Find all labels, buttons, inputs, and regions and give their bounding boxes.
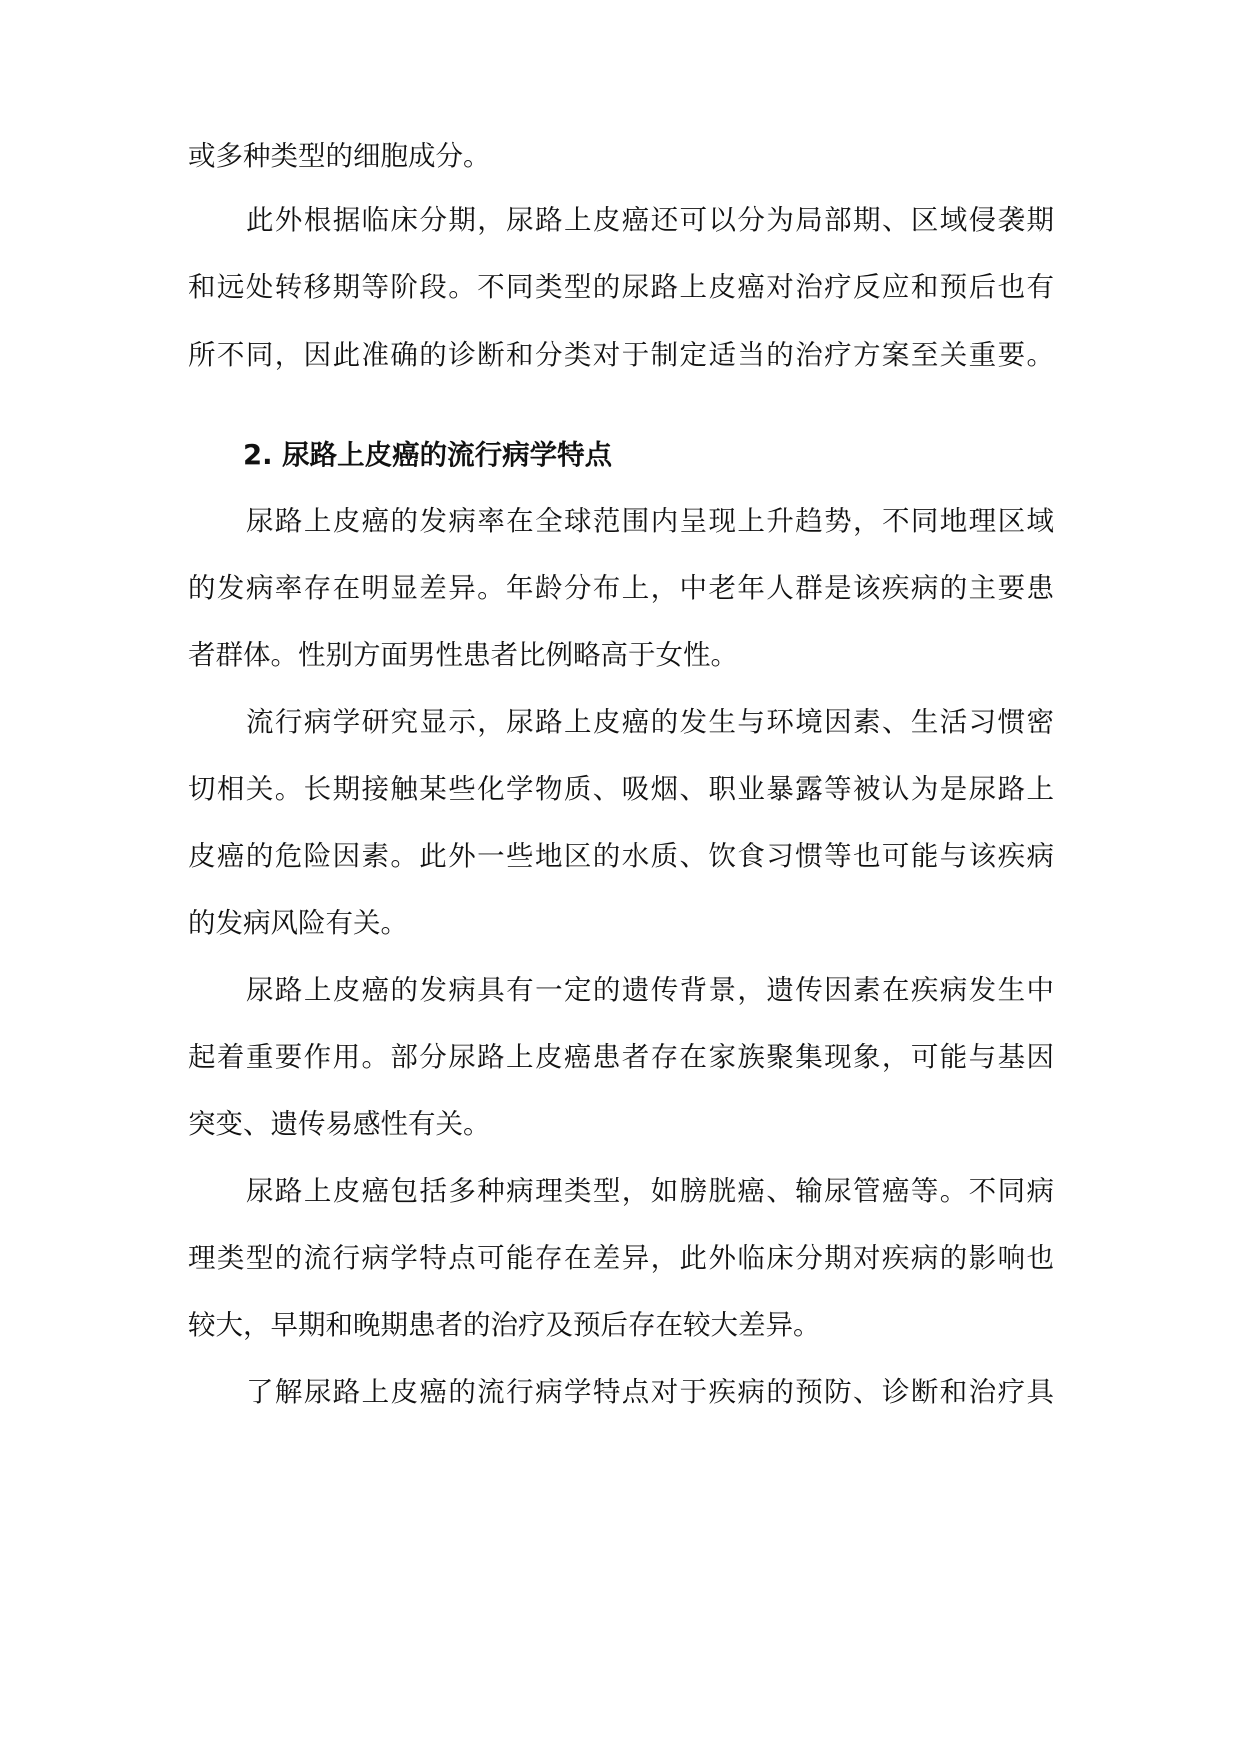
paragraph-line: 的发病风险有关。 [188,907,408,939]
paragraph-line: 切相关。长期接触某些化学物质、吸烟、职业暴露等被认为是尿路上 [188,773,1054,805]
paragraph-line: 尿路上皮癌的发病率在全球范围内呈现上升趋势，不同地理区域 [246,505,1054,537]
paragraph-line: 较大，早期和晚期患者的治疗及预后存在较大差异。 [188,1309,821,1341]
paragraph-line: 流行病学研究显示，尿路上皮癌的发生与环境因素、生活习惯密 [246,706,1054,738]
paragraph-line: 起着重要作用。部分尿路上皮癌患者存在家族聚集现象，可能与基因 [188,1041,1054,1073]
section-heading: 2. 尿路上皮癌的流行病学特点 [243,439,613,471]
paragraph-line: 或多种类型的细胞成分。 [188,140,491,172]
paragraph-line: 所不同，因此准确的诊断和分类对于制定适当的治疗方案至关重要。 [188,339,1054,371]
paragraph-line: 尿路上皮癌的发病具有一定的遗传背景，遗传因素在疾病发生中 [246,974,1054,1006]
paragraph-line: 皮癌的危险因素。此外一些地区的水质、饮食习惯等也可能与该疾病 [188,840,1054,872]
paragraph-line: 尿路上皮癌包括多种病理类型，如膀胱癌、输尿管癌等。不同病 [246,1175,1054,1207]
paragraph-line: 的发病率存在明显差异。年龄分布上，中老年人群是该疾病的主要患 [188,572,1054,604]
paragraph-line: 突变、遗传易感性有关。 [188,1108,491,1140]
paragraph-line: 者群体。性别方面男性患者比例略高于女性。 [188,639,738,671]
paragraph-line: 此外根据临床分期，尿路上皮癌还可以分为局部期、区域侵袭期 [246,204,1054,236]
paragraph-line: 理类型的流行病学特点可能存在差异，此外临床分期对疾病的影响也 [188,1242,1054,1274]
paragraph-line: 了解尿路上皮癌的流行病学特点对于疾病的预防、诊断和治疗具 [246,1376,1054,1408]
paragraph-line: 和远处转移期等阶段。不同类型的尿路上皮癌对治疗反应和预后也有 [188,271,1054,303]
